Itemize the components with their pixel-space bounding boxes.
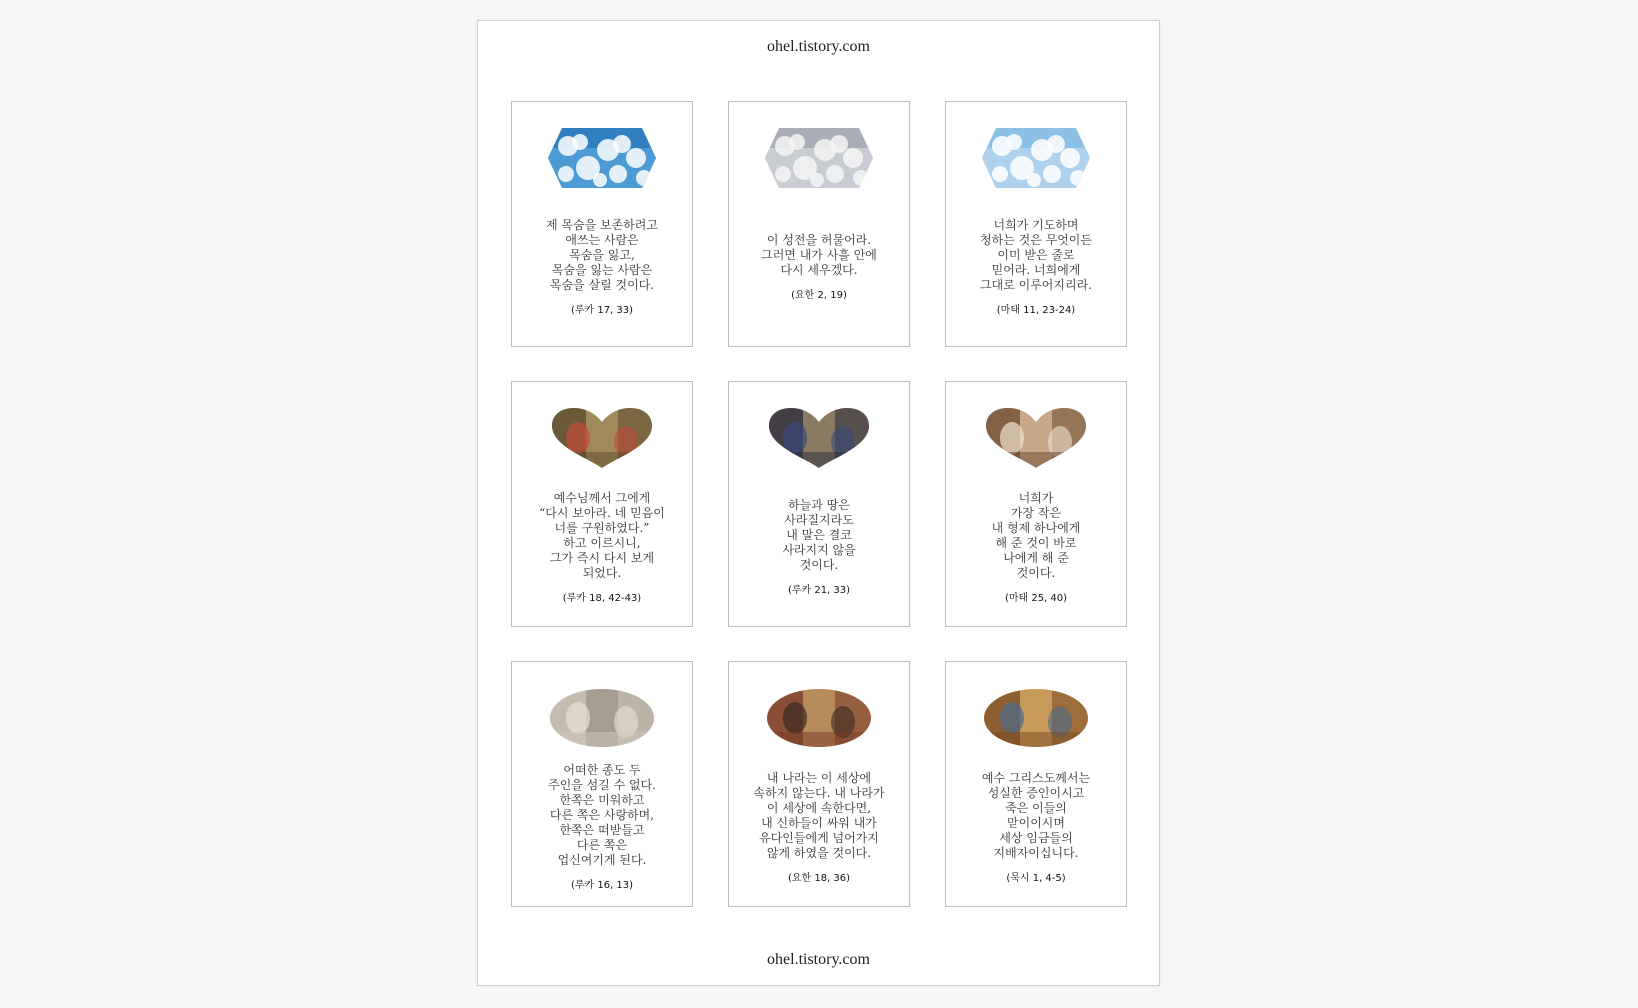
verse-card (945, 661, 1127, 907)
verse-text: 어떠한 종도 두 주인을 섬길 수 없다. 한쪽은 미워하고 다른 쪽은 사랑하며, 한쪽은 떠받들고 다른 쪽은 업신여기게 된다. (548, 763, 656, 867)
verse-reference: (루카 18, 42-43) (562, 592, 642, 604)
sky-clouds-grey-image (765, 128, 873, 188)
verse-card (728, 101, 910, 347)
verse-text: 너희가 가장 작은 내 형제 하나에게 해 준 것이 바로 나에게 해 준 것이다. (991, 490, 1081, 580)
painting-last-supper-image (982, 408, 1090, 468)
verse-reference: (마태 25, 40) (1004, 592, 1068, 604)
card-grid (511, 101, 1127, 907)
document-page (477, 20, 1160, 986)
verse-reference: (루카 17, 33) (570, 305, 634, 316)
sky-clouds-blue-image (548, 128, 656, 188)
sky-clouds-light-image (982, 128, 1090, 188)
verse-card (728, 661, 910, 907)
card-image (982, 688, 1090, 748)
verse-text: 제 목숨을 보존하려고 애쓰는 사람은 목숨을 잃고, 목숨을 잃는 사람은 목숨을 살릴 것이다. (546, 218, 658, 292)
verse-card (511, 661, 693, 907)
verse-card (511, 101, 693, 347)
verse-text: 내 나라는 이 세상에 속하지 않는다. 내 나라가 이 세상에 속한다면, 내 신하들이 싸워 내가 유다인들에게 넘어가지 않게 하였을 것이다. (753, 770, 885, 860)
verse-reference: (루카 16, 13) (570, 880, 634, 891)
card-image (765, 128, 873, 188)
card-image (765, 408, 873, 468)
verse-text: 예수님께서 그에게 “다시 보아라. 네 믿음이 너를 구원하였다.” 하고 이르시니, 그가 즉시 다시 보게 되었다. (539, 490, 665, 580)
verse-reference: (요한 2, 19) (791, 290, 847, 301)
verse-card (511, 381, 693, 627)
verse-card (945, 101, 1127, 347)
site-footer[interactable]: ohel.tistory.com (767, 951, 870, 968)
verse-text: 예수 그리스도께서는 성실한 증인이시고 죽은 이들의 맏이이시며 세상 임금들의 지배자이십니다. (981, 770, 1091, 860)
verse-reference: (마태 11, 23-24) (996, 305, 1076, 316)
verse-card (945, 381, 1127, 627)
verse-card (728, 381, 910, 627)
card-image (548, 408, 656, 468)
verse-reference: (묵시 1, 4-5) (1006, 872, 1066, 884)
drawing-sketch-image (548, 688, 656, 748)
verse-reference: (요한 18, 36) (787, 872, 851, 884)
verse-reference: (루카 21, 33) (787, 585, 851, 596)
verse-text: 너희가 기도하며 청하는 것은 무엇이든 이미 받은 줄로 믿어라. 너희에게 그대로 이루어지리라. (980, 218, 1092, 292)
card-image (765, 688, 873, 748)
painting-pilate-image (765, 688, 873, 748)
card-image (548, 688, 656, 748)
card-image (548, 128, 656, 188)
painting-jesus-healing-image (548, 408, 656, 468)
painting-annunciation-image (765, 408, 873, 468)
verse-text: 이 성전을 허물어라. 그러면 내가 사흘 안에 다시 세우겠다. (761, 233, 877, 277)
site-header[interactable]: ohel.tistory.com (767, 38, 870, 55)
painting-enthroned-christ-image (982, 688, 1090, 748)
card-image (982, 128, 1090, 188)
card-image (982, 408, 1090, 468)
verse-text: 하늘과 땅은 사라질지라도 내 말은 결코 사라지지 않을 것이다. (782, 498, 856, 572)
